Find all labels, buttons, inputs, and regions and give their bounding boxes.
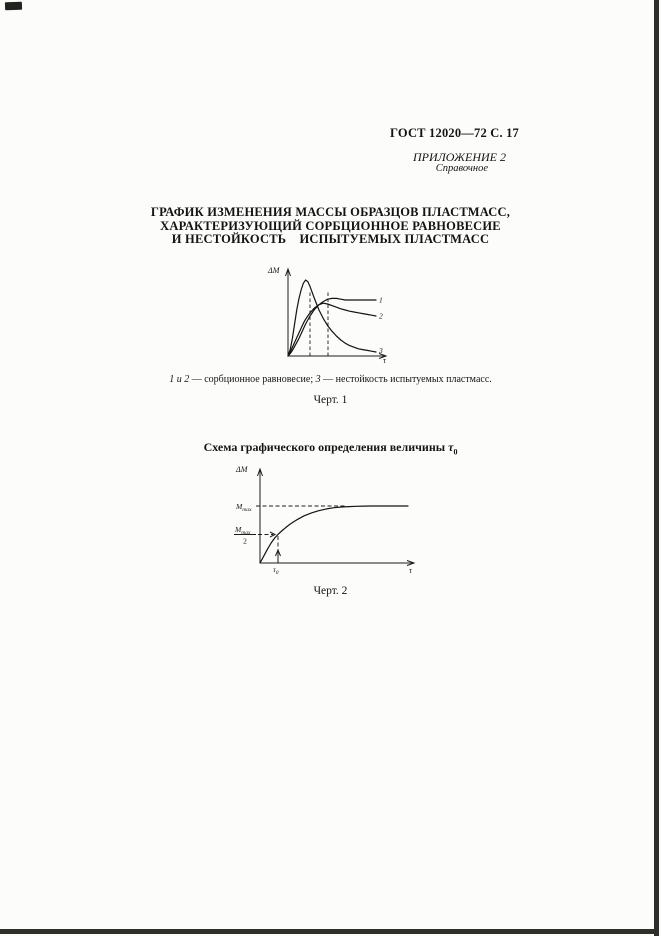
scan-edge-right (654, 0, 659, 936)
fig2-plot-area (260, 506, 408, 563)
scan-artifact-topleft (5, 2, 22, 11)
fig2-x-axis-label: τ (409, 566, 412, 575)
title-line-1: ГРАФИК ИЗМЕНЕНИЯ МАССЫ ОБРАЗЦОВ ПЛАСТМАСС, (150, 205, 511, 219)
fig1-curve3-label: 3 (379, 346, 383, 355)
figure2-chart (228, 460, 428, 582)
annex-sublabel: Справочное (435, 163, 488, 174)
fig1-plot-area (288, 280, 376, 356)
fig1-curve2-label: 2 (379, 311, 383, 321)
figure1-label: Черт. 1 (313, 394, 348, 406)
fig1-y-axis-label: ΔM (268, 266, 280, 275)
section2-title-text: Схема графического определения величины (203, 440, 449, 454)
section2-title-tau: τ (448, 440, 454, 454)
section2-title-tau-subscript: 0 (453, 447, 458, 457)
figure1-chart (256, 260, 396, 364)
fig1-x-axis-label: τ (383, 356, 386, 364)
figure2-label: Черт. 2 (313, 585, 348, 597)
title-line-3: И НЕСТОЙКОСТЬ ИСПЫТУЕМЫХ ПЛАСТМАСС (171, 232, 490, 246)
curve-3 (288, 280, 376, 356)
document-title (0, 206, 661, 247)
caption-curve-number-3: 3 (315, 374, 321, 385)
title-line-2: ХАРАКТЕРИЗУЮЩИЙ СОРБЦИОННОЕ РАВНОВЕСИЕ (160, 218, 501, 233)
caption-text-2: — нестойкость испытуемых пластмасс. (320, 374, 492, 385)
curve-2 (288, 303, 376, 356)
figure1-caption (0, 374, 661, 385)
scan-edge-bottom (0, 929, 659, 934)
caption-text-1: — сорбционное равновесие; (189, 374, 316, 385)
section2-title (0, 440, 661, 456)
caption-curve-numbers-1-2: 1 и 2 (169, 374, 190, 385)
fig2-mmax-half-denominator: 2 (243, 536, 247, 546)
fig2-mmax-label: $M_{max}$ (236, 502, 252, 513)
annex-label: ПРИЛОЖЕНИЕ 2 (413, 150, 506, 164)
fig1-curve1-label: 1 (379, 295, 383, 305)
document-header: ГОСТ 12020—72 С. 17 (390, 126, 519, 140)
fig2-mmax-half-numerator: $M_{max}$ (235, 525, 251, 536)
curve-ΔM(τ) (260, 506, 408, 563)
fig2-tau0-label: $\tau_0$ (273, 565, 279, 576)
fig2-y-axis-label: ΔM (236, 465, 248, 474)
